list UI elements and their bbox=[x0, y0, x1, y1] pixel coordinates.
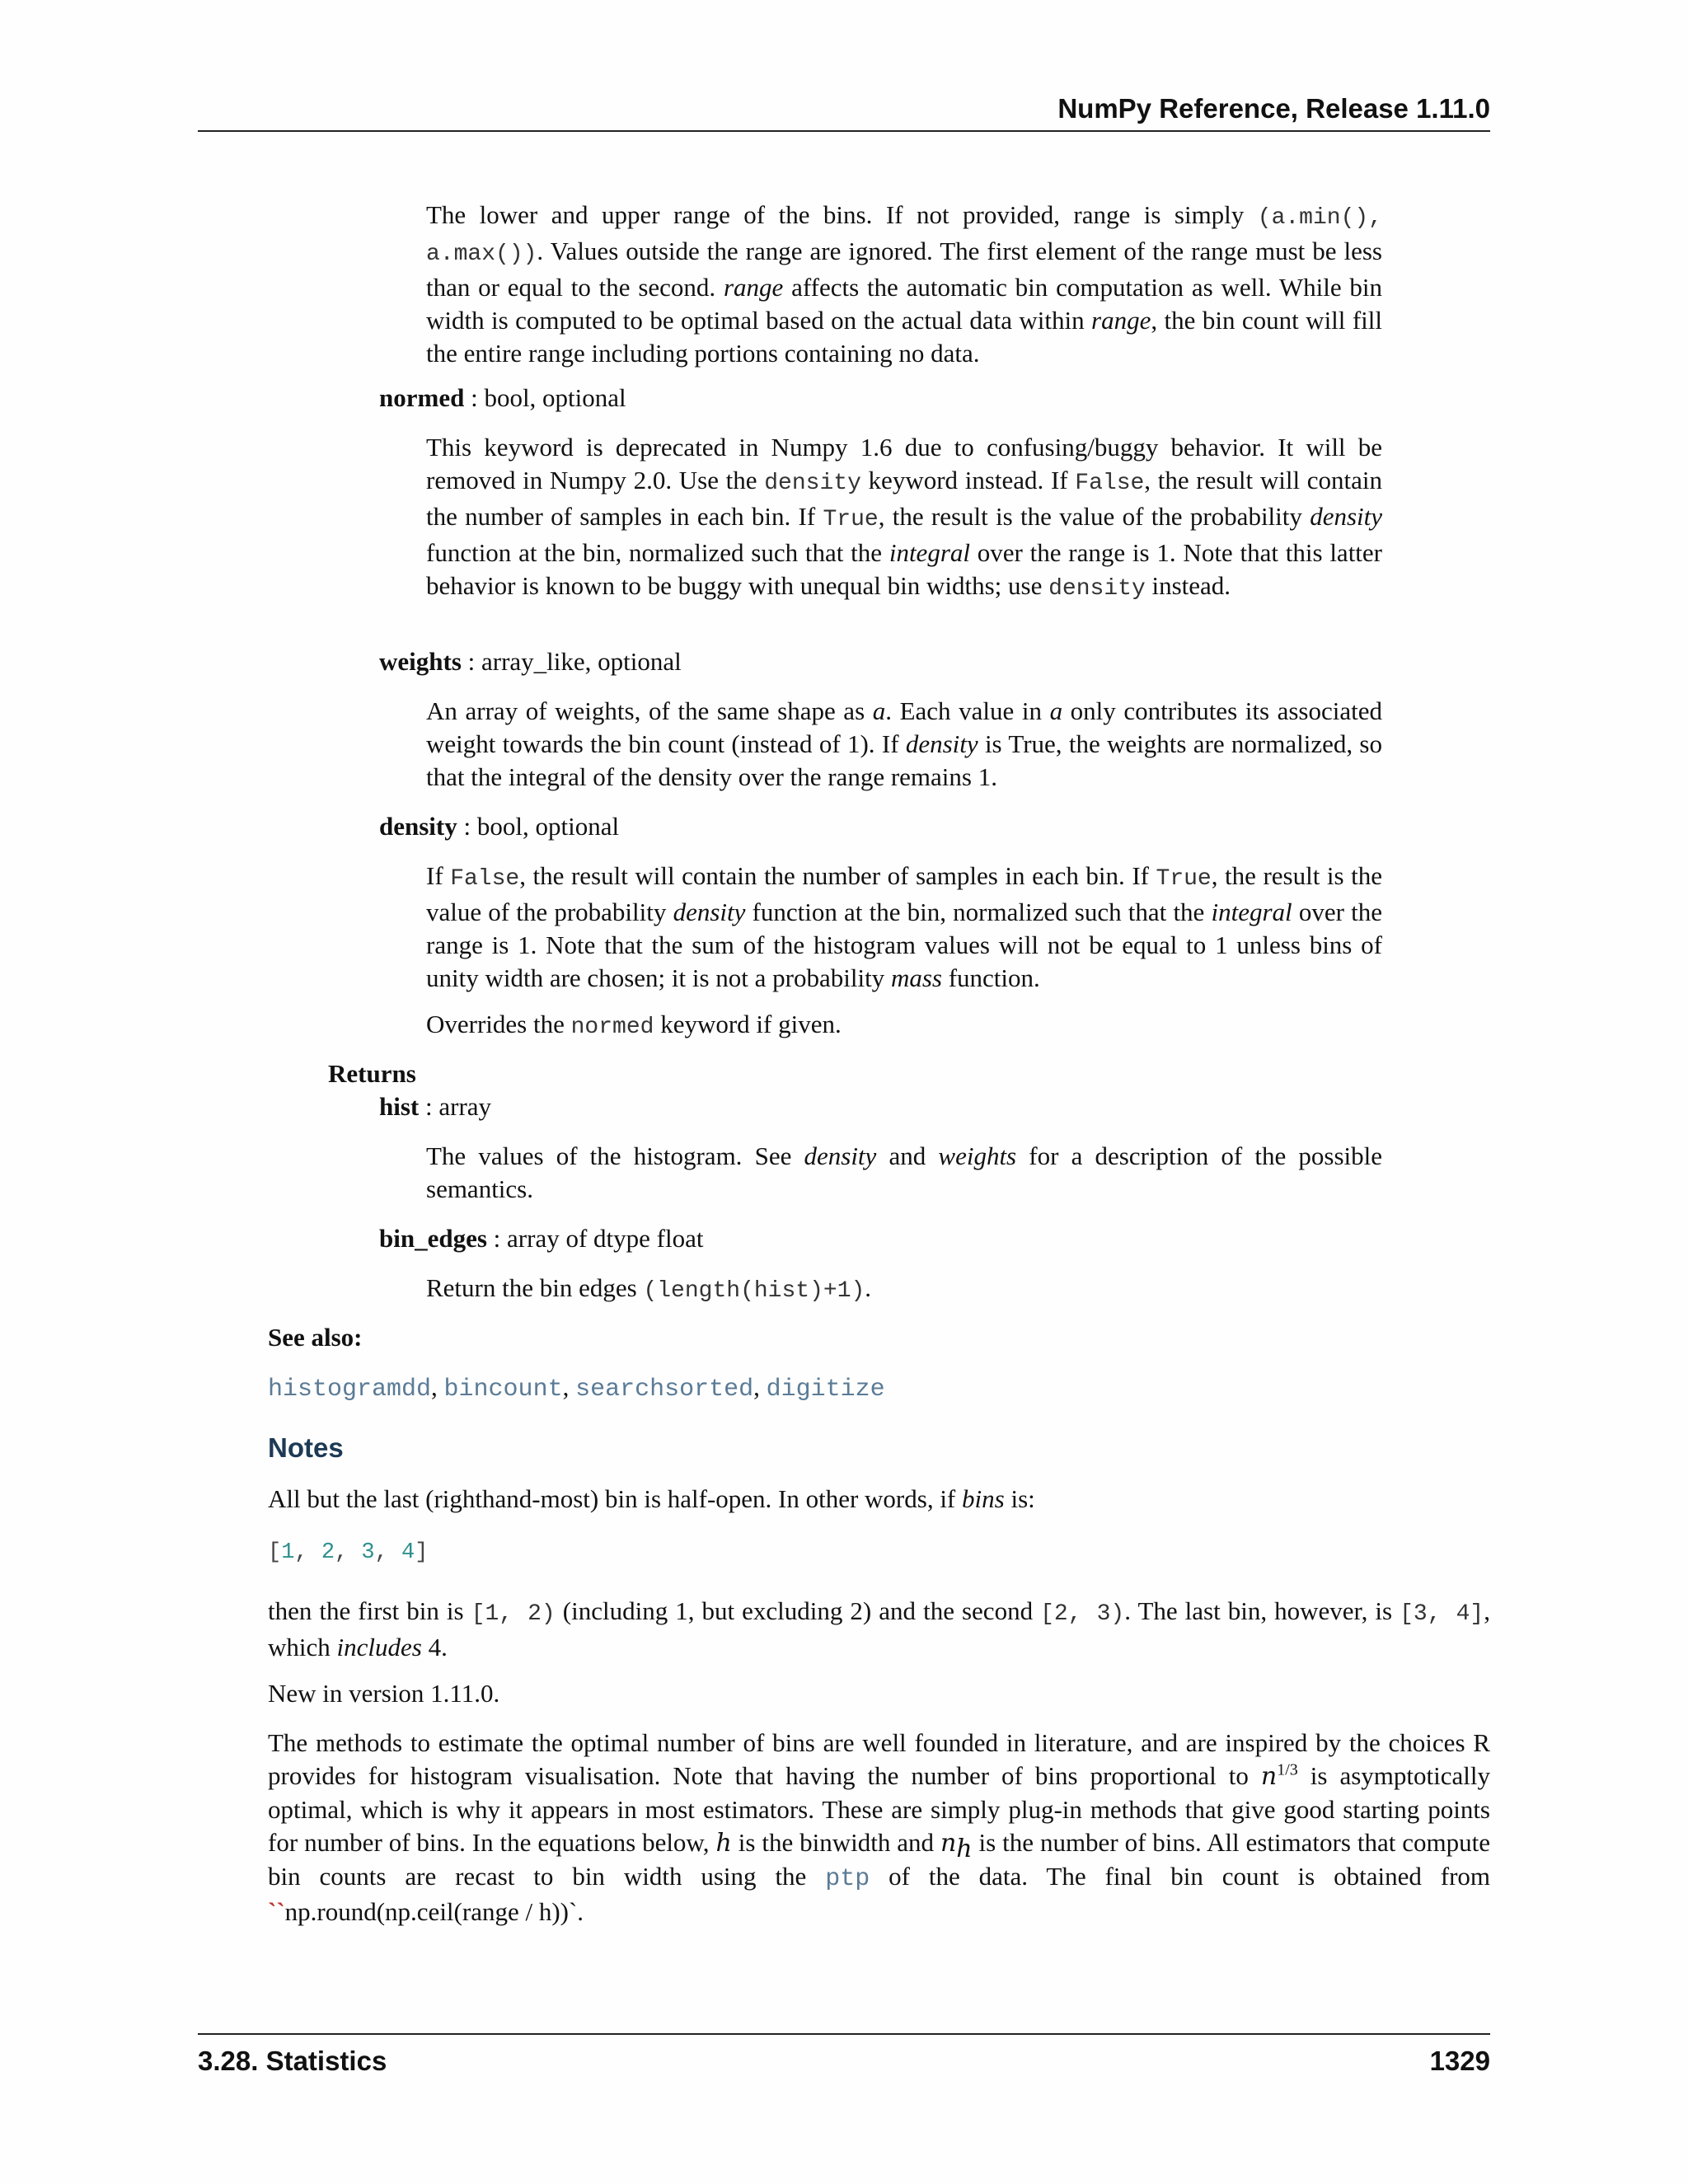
emphasis: integral bbox=[1211, 898, 1292, 926]
text: An array of weights, of the same shape as bbox=[426, 696, 873, 725]
code-separator: , bbox=[335, 1540, 362, 1565]
code-number: 2 bbox=[321, 1540, 335, 1565]
text: , the result will contain the number of samples in each bin. If bbox=[426, 466, 1382, 531]
text: , the bin count will fill the entire range including portions containing no data. bbox=[426, 306, 1382, 368]
text: and bbox=[876, 1141, 939, 1170]
version-note: New in version 1.11.0. bbox=[268, 1679, 500, 1708]
return-hist-signature bbox=[379, 1090, 1368, 1123]
text: over the range is 1. Note that this latter behavior is known to be buggy with unequal bin widths; use bbox=[426, 538, 1383, 600]
text: keyword instead. If bbox=[860, 466, 1076, 494]
param-type: : array of dtype float bbox=[486, 1224, 704, 1253]
inline-code: True bbox=[1156, 866, 1212, 892]
header-title: NumPy Reference, Release 1.11.0 bbox=[1057, 93, 1490, 124]
param-type: : bool, optional bbox=[457, 812, 620, 841]
link-ptp[interactable]: ptp bbox=[825, 1865, 870, 1893]
separator: , bbox=[562, 1372, 576, 1401]
text: keyword if given. bbox=[654, 1010, 842, 1038]
code-number: 4 bbox=[401, 1540, 415, 1565]
emphasis: includes bbox=[336, 1633, 422, 1661]
text: . Each value in bbox=[885, 696, 1050, 725]
code-number: 3 bbox=[361, 1540, 375, 1565]
param-name: bin_edges bbox=[379, 1224, 487, 1253]
param-name: normed bbox=[379, 383, 465, 412]
emphasis: density bbox=[905, 729, 978, 758]
text: np.round(np.ceil(range / h))`. bbox=[284, 1897, 584, 1926]
text: All but the last (righthand-most) bin is half-open. In other words, if bbox=[268, 1484, 963, 1513]
link-searchsorted[interactable]: searchsorted bbox=[575, 1376, 754, 1404]
return-hist-description bbox=[426, 1140, 1382, 1206]
notes-paragraph-2 bbox=[268, 1595, 1490, 1664]
text: function at the bin, normalized such that the bbox=[745, 898, 1212, 926]
text: over the range is 1. Note that the sum of the histogram values will not be equal to 1 unless bins of unity width are chosen; it is not a probability bbox=[426, 898, 1382, 992]
code-bracket: ] bbox=[415, 1540, 429, 1565]
math-variable: n bbox=[1260, 1762, 1278, 1791]
math-variable: h bbox=[715, 1829, 732, 1858]
param-name: hist bbox=[379, 1092, 420, 1121]
param-name: density bbox=[379, 812, 457, 841]
emphasis: density bbox=[673, 898, 746, 926]
text: (including 1, but excluding 2) and the second bbox=[555, 1596, 1041, 1625]
code-number: 1 bbox=[281, 1540, 295, 1565]
inline-code: True bbox=[823, 507, 879, 532]
link-bincount[interactable]: bincount bbox=[443, 1376, 563, 1404]
separator: , bbox=[431, 1372, 444, 1401]
param-weights-signature bbox=[379, 645, 1368, 678]
text: for a description of the possible semantics. bbox=[426, 1141, 1382, 1203]
param-weights-description bbox=[426, 695, 1382, 794]
text: is asymptotically optimal, which is why it appears in most estimators. These are simply plug-in methods that give good starting points for number of bins. In the equations below, bbox=[268, 1761, 1490, 1857]
running-header bbox=[198, 92, 1490, 132]
text: function. bbox=[941, 963, 1040, 992]
notes-heading-block bbox=[268, 1432, 1490, 1465]
see-also-links bbox=[268, 1371, 1490, 1406]
inline-code: False bbox=[450, 866, 520, 892]
text: If bbox=[426, 861, 451, 890]
code-separator: , bbox=[374, 1540, 402, 1565]
notes-paragraph-4 bbox=[268, 1727, 1490, 1929]
param-type: : array bbox=[419, 1092, 492, 1121]
text: affects the automatic bin computation as well. While bin width is computed to be optimal based on the actual data within bbox=[426, 273, 1382, 335]
emphasis: a bbox=[872, 696, 886, 725]
text: This keyword is deprecated in Numpy 1.6 due to confusing/buggy behavior. It will be removed in Numpy 2.0. Use the bbox=[426, 433, 1382, 494]
code-block bbox=[268, 1540, 428, 1565]
text: function at the bin, normalized such that the bbox=[426, 538, 889, 567]
text: is the binwidth and bbox=[731, 1828, 940, 1857]
math-exponent: 1/3 bbox=[1277, 1760, 1298, 1779]
inline-code: [3, 4] bbox=[1400, 1601, 1484, 1627]
inline-code: density bbox=[1048, 576, 1146, 602]
footer-page-number: 1329 bbox=[1429, 2046, 1490, 2076]
math-subscript: h bbox=[956, 1835, 973, 1864]
inline-code: False bbox=[1075, 471, 1145, 496]
text: then the first bin is bbox=[268, 1596, 471, 1625]
param-name: weights bbox=[379, 647, 462, 676]
markup-error-marks: `` bbox=[268, 1897, 285, 1926]
code-separator: , bbox=[294, 1540, 321, 1565]
emphasis: range bbox=[723, 273, 784, 302]
range-description bbox=[426, 199, 1382, 370]
separator: , bbox=[753, 1372, 767, 1401]
code-bracket: [ bbox=[268, 1540, 282, 1565]
text: only contributes its associated weight towards the bin count (instead of 1). If bbox=[426, 696, 1383, 758]
text: The methods to estimate the optimal number of bins are well founded in literature, and are inspired by the choices R provides for histogram visualisation. Note that having the number of bins proportional to bbox=[268, 1728, 1490, 1790]
inline-code: normed bbox=[570, 1015, 654, 1040]
text: , the result will contain the number of samples in each bin. If bbox=[519, 861, 1156, 890]
code-example bbox=[268, 1533, 1490, 1569]
text: The values of the histogram. See bbox=[426, 1141, 804, 1170]
text: is: bbox=[1004, 1484, 1035, 1513]
inline-code: [2, 3) bbox=[1040, 1601, 1125, 1627]
return-bin-edges-description bbox=[426, 1272, 1382, 1308]
link-digitize[interactable]: digitize bbox=[766, 1376, 885, 1404]
text: is the number of bins. All estimators that compute bin counts are recast to bin width using the bbox=[268, 1828, 1490, 1891]
text: 4. bbox=[421, 1633, 448, 1661]
returns-heading: Returns bbox=[328, 1059, 416, 1088]
text: , the result is the value of the probability bbox=[878, 502, 1311, 531]
link-histogramdd[interactable]: histogramdd bbox=[268, 1376, 432, 1404]
emphasis: density bbox=[1310, 502, 1382, 531]
emphasis: density bbox=[804, 1141, 877, 1170]
text: . bbox=[865, 1273, 872, 1302]
return-bin-edges-signature bbox=[379, 1222, 1368, 1255]
inline-code: (a.min(), a.max()) bbox=[426, 205, 1382, 267]
notes-paragraph-1 bbox=[268, 1483, 1490, 1516]
text: . The last bin, however, is bbox=[1124, 1596, 1400, 1625]
text: , the result is the value of the probability bbox=[426, 861, 1382, 926]
param-type: : bool, optional bbox=[464, 383, 626, 412]
running-footer bbox=[198, 2033, 1490, 2078]
returns-label bbox=[328, 1057, 1317, 1090]
emphasis: integral bbox=[889, 538, 970, 567]
text: instead. bbox=[1145, 571, 1231, 600]
notes-version bbox=[268, 1677, 1490, 1710]
emphasis: weights bbox=[938, 1141, 1017, 1170]
param-density-signature bbox=[379, 810, 1368, 843]
emphasis: range bbox=[1091, 306, 1151, 335]
text: is True, the weights are normalized, so that the integral of the density over the range remains 1. bbox=[426, 729, 1382, 791]
emphasis: mass bbox=[890, 963, 942, 992]
see-also-label bbox=[268, 1321, 1490, 1354]
text: . Values outside the range are ignored. The first element of the range must be less than or equal to the second. bbox=[426, 237, 1382, 302]
param-normed-signature bbox=[379, 382, 1368, 415]
inline-code: (length(hist)+1) bbox=[643, 1278, 865, 1304]
footer-section: 3.28. Statistics bbox=[198, 2046, 387, 2076]
param-density-description bbox=[426, 860, 1382, 995]
notes-heading: Notes bbox=[268, 1432, 344, 1463]
text: The lower and upper range of the bins. If not provided, range is simply bbox=[426, 200, 1258, 229]
text: , which bbox=[268, 1596, 1490, 1661]
inline-code: [1, 2) bbox=[471, 1601, 556, 1627]
inline-code: density bbox=[764, 471, 861, 496]
text: of the data. The final bin count is obtained from bbox=[870, 1862, 1491, 1891]
param-normed-description bbox=[426, 431, 1382, 606]
emphasis: a bbox=[1049, 696, 1063, 725]
math-variable: n bbox=[940, 1829, 957, 1858]
text: Return the bin edges bbox=[426, 1273, 644, 1302]
see-also-heading: See also: bbox=[268, 1323, 363, 1352]
emphasis: bins bbox=[962, 1484, 1005, 1513]
param-density-override-note bbox=[426, 1008, 1382, 1044]
text: Overrides the bbox=[426, 1010, 571, 1038]
param-type: : array_like, optional bbox=[461, 647, 682, 676]
